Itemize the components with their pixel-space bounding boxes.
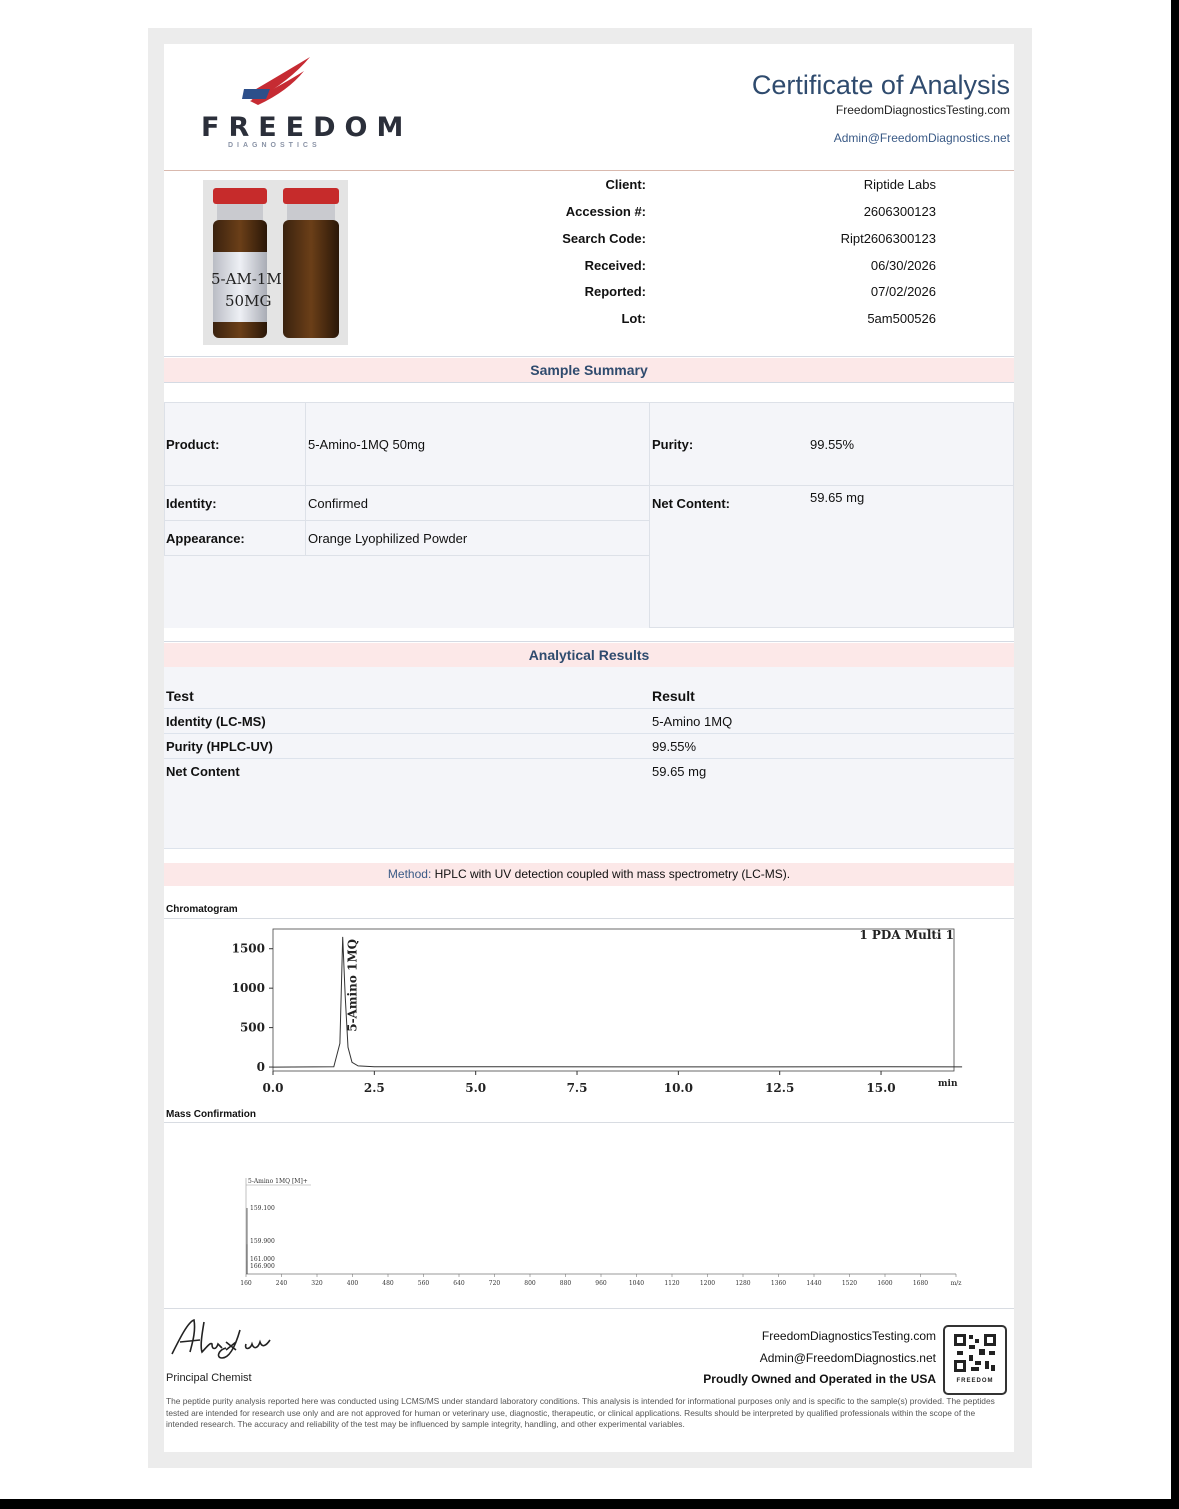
method-note — [164, 863, 1014, 886]
vial-pair-icon — [203, 180, 348, 345]
product-label: Product: — [166, 437, 220, 452]
x-tick-label: 12.5 — [765, 1081, 795, 1095]
info-label: Search Code: — [562, 231, 646, 246]
footer-tagline: Proudly Owned and Operated in the USA — [703, 1372, 936, 1386]
net-content-label: Net Content: — [652, 496, 730, 511]
mass-spectrum-chart — [164, 1124, 1014, 1294]
x-tick-label: 7.5 — [566, 1081, 588, 1095]
chromatogram-title: Chromatogram — [166, 904, 238, 915]
result-row-test: Identity (LC-MS) — [166, 714, 266, 729]
info-value: Riptide Labs — [863, 177, 936, 192]
qr-code-icon — [945, 1327, 1005, 1379]
purity-value: 99.55% — [810, 437, 855, 452]
row-divider — [164, 848, 1014, 849]
y-tick-label: 500 — [239, 1020, 265, 1035]
row-divider — [164, 758, 1014, 759]
x-tick-label: 5.0 — [465, 1081, 487, 1095]
row-divider — [164, 733, 1014, 734]
chart-divider — [164, 1122, 1014, 1123]
x-tick-label: 880 — [559, 1280, 572, 1287]
x-tick-label: 640 — [453, 1280, 465, 1287]
x-unit-label: min — [938, 1079, 958, 1089]
purity-label: Purity: — [652, 437, 694, 452]
x-tick-label: 10.0 — [663, 1081, 693, 1095]
result-row-value: 59.65 mg — [652, 764, 707, 779]
method-text: HPLC with UV detection coupled with mass spectrometry (LC-MS). — [434, 867, 791, 881]
mass-peak-label: 159.100 — [250, 1205, 275, 1212]
flag-swoosh-icon — [240, 55, 312, 107]
info-value: 07/02/2026 — [870, 284, 936, 299]
mass-confirmation-title: Mass Confirmation — [166, 1109, 257, 1120]
footer-website[interactable]: FreedomDiagnosticsTesting.com — [761, 1329, 936, 1343]
x-tick-label: 1520 — [841, 1280, 858, 1287]
header-divider — [164, 170, 1014, 171]
x-tick-label: 1280 — [735, 1280, 751, 1287]
peak-label: 5-Amino 1MQ — [345, 938, 360, 1032]
info-label: Lot: — [621, 311, 646, 326]
result-row-value: 5-Amino 1MQ — [652, 714, 733, 729]
x-tick-label: 1600 — [877, 1280, 893, 1287]
x-tick-label: 720 — [488, 1280, 501, 1287]
chromatogram-chart — [164, 920, 1014, 1100]
chart-divider — [164, 918, 1014, 919]
x-tick-label: 400 — [346, 1280, 359, 1287]
qr-code[interactable] — [943, 1325, 1007, 1395]
sample-summary-header: Sample Summary — [164, 358, 1014, 382]
header-email[interactable]: Admin@FreedomDiagnostics.net — [833, 131, 1010, 145]
x-tick-label: 0.0 — [262, 1081, 284, 1095]
x-tick-label: 320 — [311, 1280, 323, 1287]
x-tick-label: 2.5 — [363, 1081, 385, 1095]
result-column-header: Result — [652, 688, 695, 704]
document-title: Certificate of Analysis — [751, 70, 1010, 100]
chart-divider — [164, 1308, 1014, 1309]
vial-label-line2: 50MG — [225, 292, 272, 310]
y-tick-label: 0 — [256, 1060, 265, 1075]
vial-label-line1: 5-AM-1M — [211, 270, 282, 288]
footer-email[interactable]: Admin@FreedomDiagnostics.net — [759, 1351, 936, 1365]
x-tick-label: 15.0 — [866, 1081, 896, 1095]
info-value: 5am500526 — [867, 311, 936, 326]
method-key: Method: — [387, 867, 432, 881]
info-label: Received: — [584, 258, 646, 273]
identity-label: Identity: — [166, 496, 217, 511]
x-tick-label: m/z — [950, 1280, 962, 1287]
chart-legend: 5-Amino 1MQ [M]+ — [248, 1178, 308, 1185]
x-tick-label: 1440 — [806, 1280, 822, 1287]
info-label: Accession #: — [565, 204, 646, 219]
analytical-results-header: Analytical Results — [164, 643, 1014, 667]
x-tick-label: 1200 — [699, 1280, 716, 1287]
logo-subtitle: DIAGNOSTICS — [228, 142, 321, 149]
section-divider — [164, 641, 1014, 642]
info-value: 2606300123 — [863, 204, 936, 219]
section-divider — [164, 356, 1014, 357]
disclaimer: The peptide purity analysis reported here was conducted using LCMS/MS under standard laboratory conditions. This analysis is intended for informational purposes only and is specific to the sample(s) provided. The peptides tested are intended for research use only and are not approved for human or veterinary use, diagnostic, therapeutic, or clinical applications. Results should be interpreted by qualified professionals within the scope of the intended research. The accuracy and reliability of the test may be influenced by sample integrity, handling, and other experimental variables. — [166, 1396, 995, 1429]
info-value: 06/30/2026 — [870, 258, 936, 273]
net-content-value: 59.65 mg — [810, 490, 865, 505]
mass-peak-label: 166.900 — [250, 1263, 275, 1270]
result-row-value: 99.55% — [652, 739, 697, 754]
mass-peak-label: 161.000 — [250, 1256, 275, 1263]
x-tick-label: 800 — [524, 1280, 536, 1287]
x-tick-label: 1040 — [628, 1280, 645, 1287]
info-label: Client: — [605, 177, 646, 192]
x-tick-label: 560 — [417, 1280, 430, 1287]
identity-value: Confirmed — [308, 496, 368, 511]
info-value: Ript2606300123 — [840, 231, 936, 246]
x-tick-label: 160 — [240, 1280, 252, 1287]
x-tick-label: 480 — [382, 1280, 394, 1287]
appearance-label: Appearance: — [166, 531, 245, 546]
product-value: 5-Amino-1MQ 50mg — [308, 437, 426, 452]
x-tick-label: 240 — [275, 1280, 288, 1287]
y-tick-label: 1500 — [231, 941, 265, 956]
appearance-value: Orange Lyophilized Powder — [308, 531, 468, 546]
row-divider — [164, 708, 1014, 709]
product-photo — [203, 180, 348, 345]
x-tick-label: 1120 — [664, 1280, 680, 1287]
x-tick-label: 960 — [595, 1280, 607, 1287]
signature-image — [166, 1314, 276, 1362]
mass-peak-label: 159.900 — [250, 1238, 275, 1245]
header-website: FreedomDiagnosticsTesting.com — [835, 103, 1010, 117]
signatory-role: Principal Chemist — [166, 1372, 252, 1384]
x-tick-label: 1680 — [912, 1280, 929, 1287]
plot-frame — [273, 929, 954, 1071]
result-row-test: Net Content — [166, 764, 240, 779]
section-divider — [164, 382, 1014, 383]
chromatogram-trace — [273, 937, 962, 1067]
x-tick-label: 1360 — [770, 1280, 787, 1287]
qr-caption: FREEDOM — [956, 1378, 994, 1384]
chart-legend: 1 PDA Multi 1 — [859, 928, 954, 942]
info-label: Reported: — [584, 284, 646, 299]
sample-summary-table — [164, 402, 1014, 628]
logo-wordmark: FREEDOM — [201, 112, 413, 143]
y-tick-label: 1000 — [231, 981, 265, 996]
test-column-header: Test — [166, 688, 194, 704]
result-row-test: Purity (HPLC-UV) — [166, 739, 273, 754]
